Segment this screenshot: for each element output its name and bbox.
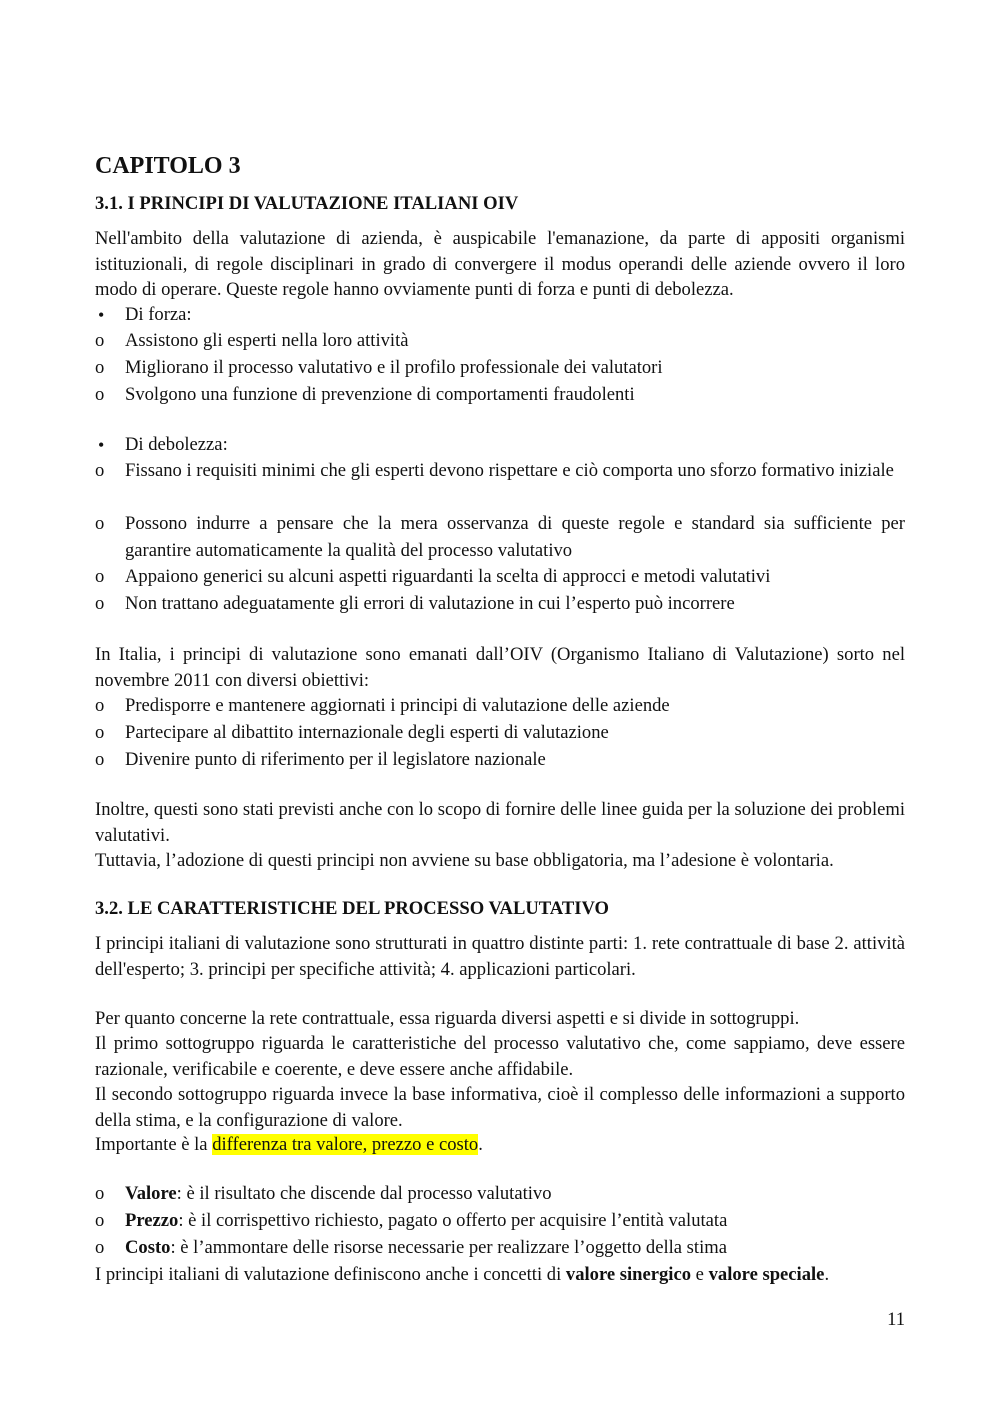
strengths-label: Di forza: [125, 304, 192, 325]
term-valore-sinergico: valore sinergico [565, 1264, 692, 1285]
final-mid: e [691, 1264, 709, 1285]
difference-sentence [95, 1132, 905, 1158]
list-item-text: Possono indurre a pensare che la mera osservanza di queste regole e standard sia sufficiente per garantire automaticamente la qualità del processo valutativo [125, 513, 905, 561]
list-item-text: Divenire punto di riferimento per il legislatore nazionale [125, 749, 546, 770]
circle-marker: o [95, 357, 105, 378]
list-item [95, 591, 905, 618]
bullet-marker: • [98, 435, 105, 455]
list-item [95, 511, 905, 564]
term-valore-speciale: valore speciale [708, 1264, 825, 1285]
circle-marker: o [95, 460, 105, 481]
circle-marker: o [95, 330, 105, 351]
circle-marker: o [95, 593, 105, 614]
circle-marker: o [95, 1237, 105, 1258]
circle-marker: o [95, 749, 105, 770]
difference-prefix: Importante è la [95, 1134, 213, 1155]
definition-prezzo [125, 1208, 905, 1235]
list-item [95, 328, 905, 355]
definition-term: Costo [125, 1237, 171, 1258]
list-item [95, 720, 905, 747]
circle-marker: o [95, 695, 105, 716]
bullet-marker: • [98, 305, 105, 325]
chapter-title: CAPITOLO 3 [95, 153, 241, 179]
definition-term: Prezzo [125, 1210, 179, 1231]
intro-paragraph: Nell'ambito della valutazione di azienda, è auspicabile l'emanazione, da parte di appositi organismi istituzionali, di regole disciplinari in grado di convergere il modus operandi delle aziende ovvero il loro modo di operare. Queste regole hanno ovviamente punti di forza e punti di debolezza. [95, 228, 905, 300]
first-subgroup-paragraph: Il primo sottogruppo riguarda le caratteristiche del processo valutativo che, come sappiamo, deve essere razionale, verificabile e coerente, e deve essere anche affidabile. [95, 1033, 905, 1080]
oiv-paragraph: In Italia, i principi di valutazione sono emanati dall’OIV (Organismo Italiano di Valutazione) sorto nel novembre 2011 con diversi obiettivi: [95, 644, 905, 691]
section-heading-3-1: 3.1. I PRINCIPI DI VALUTAZIONE ITALIANI OIV [95, 193, 519, 214]
definition-text: : è l’ammontare delle risorse necessarie per realizzare l’oggetto della stima [170, 1237, 727, 1258]
definition-valore [125, 1181, 905, 1208]
weaknesses-label: Di debolezza: [125, 434, 228, 455]
definition-text: : è il risultato che discende dal processo valutativo [176, 1183, 552, 1204]
list-item-text: Partecipare al dibattito internazionale degli esperti di valutazione [125, 722, 609, 743]
difference-suffix: . [478, 1134, 483, 1155]
list-item [95, 1208, 905, 1235]
list-item [95, 458, 905, 485]
circle-marker: o [95, 513, 105, 534]
list-item-text: Migliorano il processo valutativo e il profilo professionale dei valutatori [125, 357, 663, 378]
highlighted-text: differenza tra valore, prezzo e costo [212, 1134, 479, 1155]
list-item-text: Appaiono generici su alcuni aspetti riguardanti la scelta di approcci e metodi valutativi [125, 566, 771, 587]
definition-text: : è il corrispettivo richiesto, pagato o offerto per acquisire l’entità valutata [178, 1210, 728, 1231]
list-item-text: Svolgono una funzione di prevenzione di comportamenti fraudolenti [125, 384, 635, 405]
circle-marker: o [95, 1183, 105, 1204]
circle-marker: o [95, 1210, 105, 1231]
list-item [95, 382, 905, 409]
definition-costo [125, 1235, 905, 1262]
closing-sentence: Tuttavia, l’adozione di questi principi non avviene su base obbligatoria, ma l’adesione è volontaria. [95, 850, 834, 871]
section-heading-3-2: 3.2. LE CARATTERISTICHE DEL PROCESSO VALUTATIVO [95, 898, 610, 919]
structure-paragraph: I principi italiani di valutazione sono strutturati in quattro distinte parti: 1. rete contrattuale di base 2. attività dell'esperto; 3. principi per specifiche attività; 4. applicazioni particolari. [95, 933, 905, 980]
list-item [95, 693, 905, 720]
closing-paragraph: Inoltre, questi sono stati previsti anche con lo scopo di fornire delle linee guida per la soluzione dei problemi valutativi. [95, 799, 905, 846]
page-number: 11 [887, 1309, 905, 1330]
list-item [95, 432, 905, 459]
list-item-text: Predisporre e mantenere aggiornati i principi di valutazione delle aziende [125, 695, 670, 716]
final-sentence [95, 1262, 905, 1288]
circle-marker: o [95, 722, 105, 743]
list-item-text: Assistono gli esperti nella loro attività [125, 330, 409, 351]
list-item [95, 747, 905, 774]
contract-network-paragraph: Per quanto concerne la rete contrattuale, essa riguarda diversi aspetti e si divide in sottogruppi. [95, 1008, 800, 1029]
list-item [95, 355, 905, 382]
circle-marker: o [95, 566, 105, 587]
list-item [95, 564, 905, 591]
second-subgroup-paragraph: Il secondo sottogruppo riguarda invece la base informativa, cioè il complesso delle informazioni a supporto della stima, e la configurazione di valore. [95, 1084, 905, 1131]
list-item-text: Fissano i requisiti minimi che gli esperti devono rispettare e ciò comporta uno sforzo formativo iniziale [125, 460, 894, 481]
list-item [95, 302, 905, 329]
list-item-text: Non trattano adeguatamente gli errori di valutazione in cui l’esperto può incorrere [125, 593, 735, 614]
list-item [95, 1235, 905, 1262]
list-item [95, 1181, 905, 1208]
circle-marker: o [95, 384, 105, 405]
final-prefix: I principi italiani di valutazione definiscono anche i concetti di [95, 1264, 566, 1285]
definition-term: Valore [125, 1183, 177, 1204]
final-suffix: . [824, 1264, 830, 1285]
